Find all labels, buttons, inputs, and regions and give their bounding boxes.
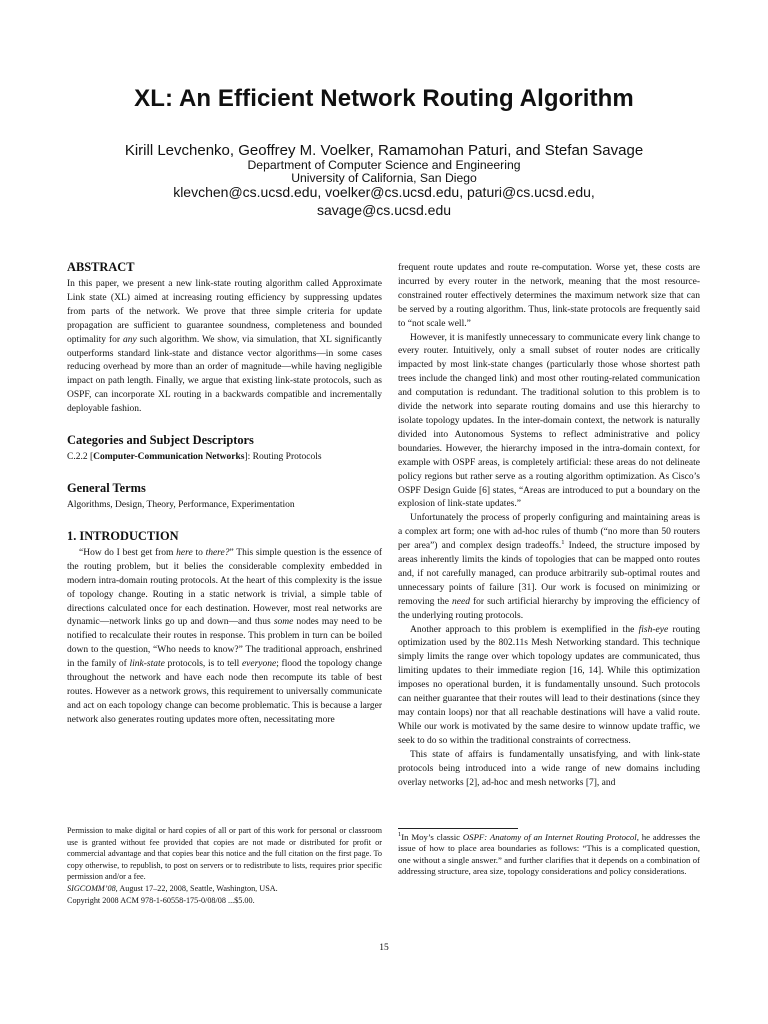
page-number: 15 (379, 943, 389, 953)
right-paragraph-2: However, it is manifestly unnecessary to communicate every link change to every router. Intuitively, only a small subset of router nodes are critically impacted by most link-state changes (particularly those whose shortest path trees include the changed link) and most other routing-related communication and computation is redundant. The traditional solution to this problem is to divide the network into separate routing domains and use this hierarchy to isolate topology updates. In the inter-domain context, the network is naturally divided into Autonomous Systems to reflect administrative and policy boundaries. However, the hierarchy imposed in the intra-domain context, for example with OSPF areas, is completely artificial: these areas do not delineate policy regions but rather serve as a routing algorithm optimization. As Cisco’s OSPF Design Guide [6] states, “Areas are introduced to put a boundary on the explosion of link-state updates.” (398, 332, 700, 510)
introduction-paragraph: “How do I best get from here to there?” This simple question is the essence of the routing problem, but it belies the considerable complexity embedded in modern intra-domain routing protocols. At the heart of this complexity is the issue of topology change. Routing in a static network is trivial, a simple table of directions calculated once for each destination. However, most real networks are dynamic—network links go up and down—and thus some nodes may need to be notified to recalculate their routes in response. This problem in turn can be boiled down to the question, “Who needs to know?” The traditional approach, enshrined in the family of link-state protocols, is to tell everyone; flood the topology change throughout the network and have each node then recompute its table of best routes. However as a network grows, this requirement to universally communicate and act on each topology change can become problematic. This is because a larger network also generates routing updates more often, necessitating more (67, 547, 383, 725)
left-column (67, 259, 382, 728)
abstract-heading: ABSTRACT (67, 260, 135, 274)
emails-line-2: savage@cs.ucsd.edu (316, 202, 452, 218)
author-list: Kirill Levchenko, Geoffrey M. Voelker, Ramamohan Paturi, and Stefan Savage (124, 142, 644, 159)
right-paragraph-3: Unfortunately the process of properly configuring and maintaining areas is a complex art form; one with ad-hoc rules of thumb (“no more than 50 routers per area”) and complex design tradeoffs.$^1$ Indeed, the structure imposed by areas inherently limits the kinds of topologies that can be mapped onto routes and, if not carefully managed, can produce arbitrarily sub-optimal routes and unnecessary points of failure [31]. Our work is focused on minimizing or removing the need for such artificial hierarchy by improving the efficiency of the underlying routing protocols. (398, 513, 701, 621)
categories-heading: Categories and Subject Descriptors (67, 433, 254, 448)
right-paragraph-1: frequent route updates and route re-computation. Worse yet, these costs are incurred by every router in the network, meaning that the most resource-constrained router effectively determines the maximum network size that can be served by a routing algorithm. Thus, link-state protocols are frequently said to “not scale well.” (398, 263, 700, 329)
general-terms-text: Algorithms, Design, Theory, Performance, Experimentation (67, 499, 295, 510)
footnote: $^1$In Moy’s classic OSPF: Anatomy of an Internet Routing Protocol, he addresses the issue of how to place area boundaries as follows: “This is a complicated question, one without a single answer.” and further clarifies that it depends on a combination of addressing structure, area size, topology considerations and policy considerations. (398, 831, 700, 877)
permission-notice (67, 825, 382, 906)
author-emails (0, 183, 768, 219)
right-paragraph-5: This state of affairs is fundamentally unsatisfying, and with link-state protocols being introduced into a wide range of new domains including overlay networks [2], ad-hoc and mesh networks [7], and (398, 749, 700, 788)
copyright-line: Copyright 2008 ACM 978-1-60558-175-0/08/08 ...$5.00. (67, 895, 255, 905)
conference-info: SIGCOMM’08, August 17–22, 2008, Seattle, Washington, USA. (67, 883, 278, 893)
affiliation-university: University of California, San Diego (291, 171, 477, 185)
general-terms-heading: General Terms (67, 480, 146, 495)
affiliation-department: Department of Computer Science and Engineering (247, 158, 521, 172)
footnote-divider (398, 828, 518, 829)
right-paragraph-4: Another approach to this problem is exemplified in the fish-eye routing optimization used by the 802.11s Mesh Networking standard. This technique simply limits the range over which topology updates are communicated, thus limiting updates to their immediate region [16, 14]. While this optimization imposes no operational burden, it is fundamentally unsound. Such protocols can neither guarantee that their routes will lead to their destinations (since they may contain loops) nor that all reachable destinations will have a valid route. While our work is motivated by the same desire to winnow update traffic, we seek to do so within the traditional constraints of correctness. (398, 624, 700, 746)
emails-line-1: klevchen@cs.ucsd.edu, voelker@cs.ucsd.edu, paturi@cs.ucsd.edu, (173, 184, 595, 200)
categories-text: C.2.2 [Computer-Communication Networks]: Routing Protocols (67, 452, 322, 463)
right-column (398, 262, 700, 790)
paper-title: XL: An Efficient Network Routing Algorithm (134, 85, 634, 112)
introduction-heading: 1. INTRODUCTION (67, 528, 179, 543)
footnote-mark: 1 (561, 538, 565, 546)
abstract-text: In this paper, we present a new link-state routing algorithm called Approximate Link state (XL) aimed at increasing routing efficiency by suppressing updates from parts of the network. We prove that three simple criteria for update propagation are sufficient to guarantee soundness, completeness and bounded optimality for any such algorithm. We show, via simulation, that XL significantly outperforms standard link-state and distance vector algorithms—in some cases reducing overhead by more than an order of magnitude—while having negligible impact on path length. Finally, we argue that existing link-state protocols, such as OSPF, can incorporate XL routing in a backwards compatible and incrementally deployable fashion. (67, 279, 382, 415)
permission-text: Permission to make digital or hard copies of all or part of this work for personal or classroom use is granted without fee provided that copies are not made or distributed for profit or commercial advantage and that copies bear this notice and the full citation on the first page. To copy otherwise, to republish, to post on servers or to redistribute to lists, requires prior specific permission and/or a fee. (67, 826, 382, 882)
